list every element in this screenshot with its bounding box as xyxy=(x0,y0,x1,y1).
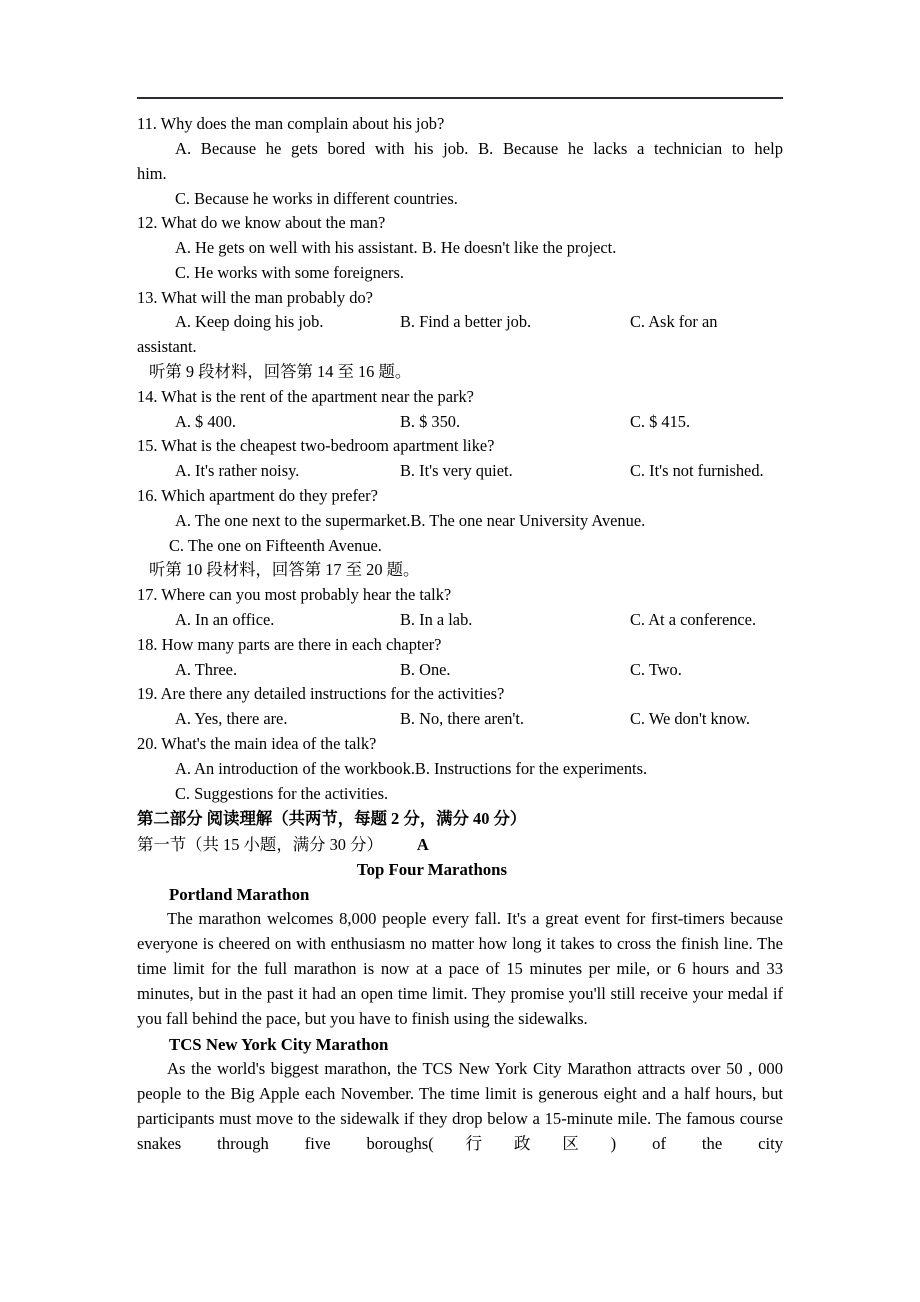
question-stem-12: 12. What do we know about the man? xyxy=(137,213,386,233)
part-two-heading: 第二部分 阅读理解（共两节，每题 2 分，满分 40 分） xyxy=(137,809,527,829)
question-stem-16: 16. Which apartment do they prefer? xyxy=(137,486,378,506)
question-options-15 xyxy=(137,459,783,484)
question-option-14-c: C. $ 415. xyxy=(630,411,691,431)
question-option-12-c: C. He works with some foreigners. xyxy=(175,262,404,282)
question-option-17-c: C. At a conference. xyxy=(630,610,757,630)
question-option-19-b: B. No, there aren't. xyxy=(400,709,525,729)
question-options-13 xyxy=(137,310,783,335)
question-stem-20: 20. What's the main idea of the talk? xyxy=(137,734,377,754)
passage-paragraph-nyc: As the world's biggest marathon, the TCS New York City Marathon attracts over 50 , 000 people to the Big Apple each November. The time limit is generous eight and a half hours, but participants must move to the sidewalk if they drop below a 15-minute mile. The famous course snakes through five boroughs(行政区) of the city xyxy=(137,1058,783,1153)
question-stem-14: 14. What is the rent of the apartment near the park? xyxy=(137,386,474,406)
question-option-13-b: B. Find a better job. xyxy=(400,312,532,332)
question-option-13-c: C. Ask for an xyxy=(630,312,718,332)
question-options-16-line1: A. The one next to the supermarket.B. The one near University Avenue. xyxy=(175,510,646,530)
question-stem-15: 15. What is the cheapest two-bedroom apartment like? xyxy=(137,436,495,456)
question-option-13-c-wrap: assistant. xyxy=(137,337,197,357)
question-option-17-b: B. In a lab. xyxy=(400,610,473,630)
passage-subheading-nyc: TCS New York City Marathon xyxy=(169,1034,389,1054)
question-options-11-line1: A. Because he gets bored with his job. B. Because he lacks a technician to help xyxy=(175,138,783,158)
question-option-15-b: B. It's very quiet. xyxy=(400,461,513,481)
question-option-18-b: B. One. xyxy=(400,659,451,679)
listening-direction-9: 听第 9 段材料，回答第 14 至 16 题。 xyxy=(149,362,412,382)
question-option-20-c: C. Suggestions for the activities. xyxy=(175,783,389,803)
question-options-19 xyxy=(137,707,783,732)
passage-title: Top Four Marathons xyxy=(356,860,508,880)
question-option-14-b: B. $ 350. xyxy=(400,411,461,431)
question-option-13-a: A. Keep doing his job. xyxy=(175,312,324,332)
question-options-18 xyxy=(137,658,783,683)
question-options-11-wrap: him. xyxy=(137,163,167,183)
passage-paragraph-portland: The marathon welcomes 8,000 people every fall. It's a great event for first-timers because everyone is cheered on with enthusiasm no matter how long it takes to cross the finish line. The time limit for the full marathon is now at a pace of 15 minutes per mile, or 6 hours and 33 minutes, but in the past it had an open time limit. They promise you'll still receive your medal if you fall behind the pace, but you have to finish using the sidewalks. xyxy=(137,909,783,1029)
question-options-17 xyxy=(137,608,783,633)
question-option-16-c: C. The one on Fifteenth Avenue. xyxy=(169,535,382,555)
question-options-12-line1: A. He gets on well with his assistant. B. He doesn't like the project. xyxy=(175,238,617,258)
passage-subheading-portland: Portland Marathon xyxy=(169,885,310,905)
question-option-19-a: A. Yes, there are. xyxy=(175,709,288,729)
question-option-18-c: C. Two. xyxy=(630,659,682,679)
question-option-15-c: C. It's not furnished. xyxy=(630,461,764,481)
question-option-19-c: C. We don't know. xyxy=(630,709,751,729)
listening-direction-10: 听第 10 段材料，回答第 17 至 20 题。 xyxy=(149,560,420,580)
question-stem-13: 13. What will the man probably do? xyxy=(137,287,373,307)
question-options-20-line1: A. An introduction of the workbook.B. Instructions for the experiments. xyxy=(175,758,648,778)
question-options-14 xyxy=(137,410,783,435)
question-stem-19: 19. Are there any detailed instructions for the activities? xyxy=(137,684,505,704)
question-option-14-a: A. $ 400. xyxy=(175,411,237,431)
question-stem-17: 17. Where can you most probably hear the talk? xyxy=(137,585,452,605)
question-option-11-c: C. Because he works in different countries. xyxy=(175,188,458,208)
header-separator-rule xyxy=(137,97,783,99)
question-option-15-a: A. It's rather noisy. xyxy=(175,461,300,481)
page-content xyxy=(137,97,783,1157)
section-letter-label: A xyxy=(416,834,429,854)
section-one-heading xyxy=(137,832,783,858)
question-option-17-a: A. In an office. xyxy=(175,610,275,630)
question-stem-11: 11. Why does the man complain about his job? xyxy=(137,114,445,133)
section-one-label: 第一节（共 15 小题，满分 30 分） xyxy=(137,834,383,854)
question-stem-18: 18. How many parts are there in each chapter? xyxy=(137,634,442,654)
question-option-18-a: A. Three. xyxy=(175,659,238,679)
